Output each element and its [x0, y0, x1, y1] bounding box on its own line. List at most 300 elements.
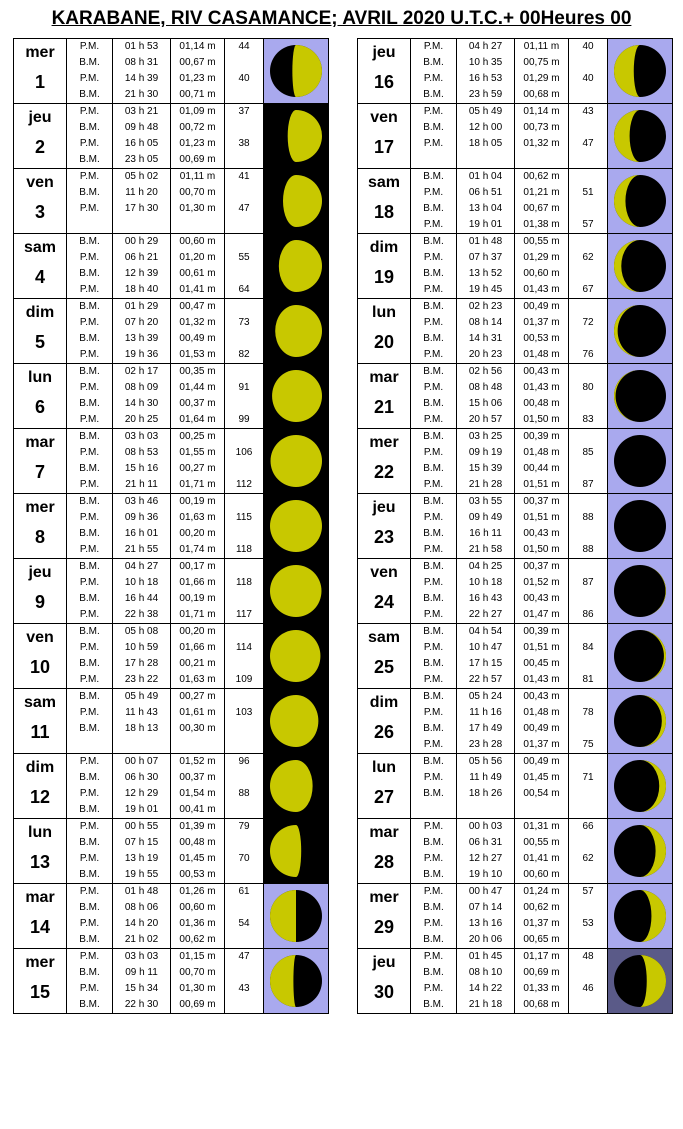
day-row: [358, 949, 673, 1014]
day-cell: [14, 949, 67, 1014]
tide-height-cell: [171, 754, 225, 819]
tide-height: 00,17 m: [179, 561, 216, 572]
tide-time-cell: [457, 169, 515, 234]
tide-time: 09 h 11: [125, 967, 158, 978]
tide-time: 06 h 30: [124, 772, 159, 783]
moon-cell: [608, 169, 673, 234]
tide-height: 00,35 m: [179, 366, 216, 377]
tide-height: 01,41 m: [179, 284, 216, 295]
day-name: sam: [367, 629, 401, 646]
day-cell: [358, 689, 411, 754]
moon-phase-icon: [264, 364, 328, 428]
day-date: 8: [34, 527, 45, 547]
tide-height-cell: [515, 104, 569, 169]
tide-type: B.M.: [79, 301, 100, 312]
day-cell: [358, 429, 411, 494]
tide-type: B.M.: [79, 496, 100, 507]
day-date: 15: [29, 982, 51, 1002]
tide-time: 23 h 22: [124, 674, 159, 685]
tide-coefficient: [225, 656, 263, 672]
tide-height: 00,41 m: [179, 804, 216, 815]
tide-coefficient: [225, 396, 263, 412]
tide-type: B.M.: [423, 788, 444, 799]
tide-type-cell: [411, 819, 457, 884]
tide-coef-cell: [225, 234, 264, 299]
tide-height: 01,43 m: [523, 674, 560, 685]
day-name: mer: [25, 954, 55, 971]
day-name: lun: [28, 824, 52, 841]
tide-type: P.M.: [79, 577, 100, 588]
day-date: 16: [373, 72, 395, 92]
moon-phase-icon: [264, 234, 328, 298]
tide-height: 00,49 m: [523, 301, 560, 312]
tide-coefficient: [569, 396, 607, 412]
tide-time: 07 h 20: [124, 317, 159, 328]
day-date: 12: [29, 787, 51, 807]
tide-time-cell: [113, 689, 171, 754]
day-cell: [358, 494, 411, 559]
tide-time: 17 h 15: [468, 658, 503, 669]
tide-type: P.M.: [79, 41, 100, 52]
moon-cell: [608, 559, 673, 624]
tide-height: 01,47 m: [523, 609, 560, 620]
tide-coef-cell: [225, 169, 264, 234]
day-date: 27: [373, 787, 395, 807]
tide-time: 20 h 57: [468, 414, 503, 425]
tide-coefficient: 73: [238, 317, 250, 328]
tide-height: 00,54 m: [523, 788, 560, 799]
moon-cell: [264, 819, 329, 884]
tide-coef-cell: [225, 559, 264, 624]
tide-coefficient: [225, 152, 263, 168]
tide-coef-cell: [569, 169, 608, 234]
tide-type: P.M.: [423, 284, 444, 295]
tide-height-cell: [171, 429, 225, 494]
day-name: jeu: [28, 564, 52, 581]
tide-time: 00 h 07: [124, 756, 159, 767]
tide-time: 03 h 21: [124, 106, 159, 117]
tide-height-cell: [515, 299, 569, 364]
tide-time-cell: [457, 104, 515, 169]
moon-cell: [264, 949, 329, 1014]
tide-height: 00,19 m: [179, 496, 216, 507]
tide-height: 00,49 m: [179, 333, 216, 344]
tide-coefficient: [225, 721, 263, 737]
tide-height: 00,62 m: [523, 171, 560, 182]
tide-coefficient: [569, 169, 607, 185]
tide-coefficient: [225, 932, 263, 948]
tide-time: 09 h 48: [124, 122, 159, 133]
tide-time: 19 h 36: [124, 349, 159, 360]
moon-cell: [608, 234, 673, 299]
tide-time: 15 h 34: [124, 983, 159, 994]
tide-coefficient: 80: [582, 382, 594, 393]
tide-coef-cell: [569, 494, 608, 559]
tide-time: 08 h 06: [124, 902, 159, 913]
tide-coefficient: 75: [582, 739, 594, 750]
day-row: [14, 559, 329, 624]
day-date: 17: [373, 137, 395, 157]
day-date: 7: [34, 462, 45, 482]
tide-coefficient: 117: [236, 609, 252, 620]
tide-height: 00,60 m: [179, 236, 216, 247]
tide-time: 10 h 18: [124, 577, 159, 588]
tide-height: 00,19 m: [179, 593, 216, 604]
tide-type: B.M.: [423, 122, 444, 133]
tide-coefficient: [225, 266, 263, 282]
tide-time: 07 h 15: [124, 837, 159, 848]
tide-coef-cell: [569, 689, 608, 754]
tide-time-cell: [113, 754, 171, 819]
tide-type: P.M.: [79, 171, 100, 182]
tide-height: 01,23 m: [179, 138, 216, 149]
tide-time: 23 h 28: [468, 739, 503, 750]
day-date: 2: [34, 137, 45, 157]
tide-type-cell: [67, 429, 113, 494]
moon-cell: [608, 754, 673, 819]
tide-type: P.M.: [423, 886, 444, 897]
tide-coefficient: [225, 87, 263, 103]
tide-coefficient: [569, 786, 607, 802]
tide-type: P.M.: [79, 447, 100, 458]
day-row: [14, 624, 329, 689]
tide-height: 01,11 m: [523, 41, 560, 52]
tide-type-cell: [411, 364, 457, 429]
tide-height-cell: [515, 39, 569, 104]
tide-time-cell: [457, 39, 515, 104]
moon-cell: [264, 234, 329, 299]
tide-height: 00,48 m: [179, 837, 216, 848]
moon-phase-icon: [608, 39, 672, 103]
tide-time: 11 h 16: [469, 707, 502, 718]
day-name: jeu: [28, 109, 52, 126]
moon-phase-icon: [608, 429, 672, 493]
day-cell: [358, 104, 411, 169]
tide-type: B.M.: [79, 658, 100, 669]
day-name: ven: [26, 629, 54, 646]
tide-coefficient: [225, 997, 263, 1013]
tide-time: 22 h 30: [124, 999, 159, 1010]
tide-type: P.M.: [79, 756, 100, 767]
tide-height: 00,75 m: [523, 57, 560, 68]
tide-height: 01,17 m: [523, 951, 560, 962]
moon-cell: [264, 299, 329, 364]
day-cell: [14, 689, 67, 754]
tide-time: 01 h 29: [124, 301, 159, 312]
tide-height: 01,50 m: [523, 414, 560, 425]
moon-cell: [264, 364, 329, 429]
tide-time: 14 h 20: [124, 918, 159, 929]
tide-time-cell: [113, 299, 171, 364]
tide-time-cell: [457, 754, 515, 819]
tide-coefficient: [569, 331, 607, 347]
tide-time: 13 h 39: [124, 333, 159, 344]
tide-type: B.M.: [79, 431, 100, 442]
tide-coefficient: 40: [582, 73, 594, 84]
tide-time: 07 h 14: [468, 902, 503, 913]
tide-coefficient: 64: [238, 284, 250, 295]
tide-height: 01,24 m: [523, 886, 560, 897]
tide-type-cell: [411, 624, 457, 689]
tide-type-cell: [67, 299, 113, 364]
tide-type-cell: [411, 169, 457, 234]
tide-type: P.M.: [79, 951, 100, 962]
tide-coefficient: 109: [235, 674, 253, 685]
tide-coefficient: 70: [238, 853, 250, 864]
tide-height: 01,74 m: [179, 544, 216, 555]
tide-type: P.M.: [423, 479, 444, 490]
tide-type: P.M.: [423, 642, 444, 653]
day-cell: [358, 754, 411, 819]
day-name: ven: [370, 109, 398, 126]
day-row: [14, 299, 329, 364]
tide-height-cell: [515, 689, 569, 754]
tide-type-cell: [67, 819, 113, 884]
day-cell: [358, 234, 411, 299]
tide-time: 17 h 30: [124, 203, 159, 214]
tide-type: B.M.: [423, 366, 444, 377]
tide-type-cell: [67, 39, 113, 104]
tide-coefficient: [225, 494, 263, 510]
tide-time: 06 h 21: [124, 252, 159, 263]
tide-time: 01 h 48: [124, 886, 159, 897]
tide-coefficient: 66: [582, 821, 594, 832]
tide-height: 01,43 m: [523, 382, 560, 393]
tide-type-cell: [67, 624, 113, 689]
day-date: 29: [373, 917, 395, 937]
tide-type: B.M.: [423, 967, 444, 978]
day-cell: [14, 429, 67, 494]
tide-type: P.M.: [79, 317, 100, 328]
day-name: lun: [28, 369, 52, 386]
day-name: mer: [25, 499, 55, 516]
day-date: 14: [29, 917, 51, 937]
day-date: 21: [373, 397, 395, 417]
tide-type: B.M.: [423, 171, 444, 182]
day-row: [14, 689, 329, 754]
tide-coefficient: 55: [238, 252, 250, 263]
day-date: 6: [34, 397, 45, 417]
tide-height: 00,68 m: [523, 999, 560, 1010]
moon-cell: [264, 104, 329, 169]
moon-cell: [608, 949, 673, 1014]
tide-time-cell: [457, 624, 515, 689]
tide-time: 16 h 01: [124, 528, 159, 539]
tide-height: 00,49 m: [523, 756, 560, 767]
tide-coefficient: 82: [238, 349, 250, 360]
moon-cell: [608, 429, 673, 494]
tide-time: 15 h 16: [124, 463, 159, 474]
day-cell: [358, 39, 411, 104]
tide-type: B.M.: [423, 268, 444, 279]
tide-time: 05 h 02: [124, 171, 159, 182]
moon-lit-part: [270, 630, 320, 682]
tide-height-cell: [515, 819, 569, 884]
day-name: mar: [25, 889, 55, 906]
day-name: sam: [367, 174, 401, 191]
tide-height: 01,23 m: [179, 73, 216, 84]
tide-coefficient: [569, 234, 607, 250]
tide-coefficient: [225, 900, 263, 916]
day-date: 4: [34, 267, 45, 287]
tide-type: B.M.: [423, 236, 444, 247]
tide-time-cell: [457, 689, 515, 754]
day-date: 23: [373, 527, 395, 547]
tide-coef-cell: [569, 104, 608, 169]
tide-type: P.M.: [423, 821, 444, 832]
tide-height: 01,71 m: [179, 479, 216, 490]
tide-time-cell: [113, 429, 171, 494]
tide-type: P.M.: [79, 479, 100, 490]
tide-height: 00,43 m: [523, 528, 560, 539]
tide-type: B.M.: [79, 837, 100, 848]
day-row: [358, 234, 673, 299]
day-date: 20: [373, 332, 395, 352]
tide-type-cell: [411, 299, 457, 364]
tide-type: B.M.: [423, 593, 444, 604]
tide-type: B.M.: [79, 122, 100, 133]
tide-type: P.M.: [423, 187, 444, 198]
tide-coefficient: [569, 461, 607, 477]
day-cell: [358, 884, 411, 949]
day-date: 26: [373, 722, 395, 742]
tide-height-cell: [171, 234, 225, 299]
day-name: jeu: [372, 954, 396, 971]
moon-cell: [264, 494, 329, 559]
tide-height: 00,20 m: [179, 626, 216, 637]
tide-height: 01,48 m: [523, 349, 560, 360]
tide-type: P.M.: [79, 138, 100, 149]
tide-type: B.M.: [423, 203, 444, 214]
tide-time-cell: [113, 234, 171, 299]
tide-time-cell: [457, 949, 515, 1014]
tide-height: 01,09 m: [179, 106, 216, 117]
day-name: dim: [369, 239, 399, 256]
moon-cell: [608, 689, 673, 754]
day-row: [358, 884, 673, 949]
tide-time: 03 h 46: [124, 496, 159, 507]
tide-height: 00,67 m: [179, 57, 216, 68]
tide-height: 00,61 m: [179, 268, 216, 279]
tide-height-cell: [171, 169, 225, 234]
day-cell: [14, 884, 67, 949]
tide-type: B.M.: [79, 528, 100, 539]
tide-type: P.M.: [79, 674, 100, 685]
tide-height: 01,53 m: [179, 349, 216, 360]
tide-type: B.M.: [79, 967, 100, 978]
tide-time: 21 h 02: [124, 934, 159, 945]
tide-time: 21 h 11: [125, 479, 158, 490]
tide-type: P.M.: [423, 577, 444, 588]
tide-time: 01 h 48: [468, 236, 503, 247]
tide-height-cell: [171, 299, 225, 364]
tide-type: B.M.: [423, 496, 444, 507]
tide-height-cell: [171, 39, 225, 104]
tide-type: P.M.: [79, 983, 100, 994]
moon-cell: [264, 884, 329, 949]
moon-phase-icon: [608, 559, 672, 623]
tide-time-cell: [113, 884, 171, 949]
tide-type: P.M.: [423, 317, 444, 328]
tide-height: 01,14 m: [179, 41, 216, 52]
tide-type: P.M.: [423, 918, 444, 929]
tide-height-cell: [171, 624, 225, 689]
tide-height-cell: [515, 624, 569, 689]
tide-type: B.M.: [423, 691, 444, 702]
moon-cell: [264, 559, 329, 624]
tide-type: B.M.: [423, 398, 444, 409]
day-name: mer: [369, 889, 399, 906]
day-name: lun: [372, 759, 396, 776]
moon-cell: [608, 624, 673, 689]
tide-coefficient: [225, 331, 263, 347]
tide-coef-cell: [569, 559, 608, 624]
tide-time: 08 h 09: [124, 382, 159, 393]
tide-time: 03 h 03: [124, 951, 159, 962]
day-date: 9: [34, 592, 45, 612]
tide-height: 01,54 m: [179, 788, 216, 799]
tide-height: 01,50 m: [523, 544, 560, 555]
tide-time: 03 h 25: [468, 431, 503, 442]
moon-phase-icon: [264, 949, 328, 1013]
tide-time: 15 h 39: [468, 463, 503, 474]
day-row: [14, 364, 329, 429]
tide-type: P.M.: [423, 138, 444, 149]
tide-coef-cell: [225, 104, 264, 169]
tide-coefficient: 54: [238, 918, 250, 929]
moon-lit-part: [272, 370, 322, 422]
tide-coefficient: 71: [582, 772, 594, 783]
tide-height: 01,45 m: [523, 772, 560, 783]
tide-time: 23 h 59: [468, 89, 503, 100]
day-row: [358, 819, 673, 884]
tide-type: P.M.: [79, 821, 100, 832]
tide-height: 00,71 m: [179, 89, 216, 100]
tide-coefficient: [569, 867, 607, 883]
moon-phase-icon: [608, 299, 672, 363]
tide-height: 00,27 m: [179, 691, 216, 702]
tide-coef-cell: [569, 754, 608, 819]
day-date: 13: [29, 852, 51, 872]
tide-type: B.M.: [423, 837, 444, 848]
tide-height: 00,43 m: [523, 593, 560, 604]
day-cell: [14, 624, 67, 689]
moon-phase-icon: [264, 299, 328, 363]
tide-time: 19 h 45: [468, 284, 503, 295]
tide-coefficient: [569, 835, 607, 851]
tide-time: 22 h 27: [468, 609, 503, 620]
tide-time: 23 h 05: [124, 154, 159, 165]
tide-coefficient: 46: [582, 983, 594, 994]
tide-coef-cell: [225, 949, 264, 1014]
tide-height: 00,37 m: [523, 496, 560, 507]
tide-coef-cell: [569, 234, 608, 299]
tide-type-cell: [67, 234, 113, 299]
tide-type: B.M.: [423, 902, 444, 913]
tide-type: P.M.: [423, 382, 444, 393]
tide-time: 03 h 03: [124, 431, 159, 442]
tide-height: 01,66 m: [179, 642, 216, 653]
tide-time: 21 h 28: [468, 479, 503, 490]
tide-height: 00,69 m: [179, 154, 216, 165]
day-row: [14, 169, 329, 234]
tide-coefficient: 81: [582, 674, 594, 685]
tide-coef-cell: [569, 429, 608, 494]
tide-height: 00,47 m: [179, 301, 216, 312]
tide-type-cell: [67, 169, 113, 234]
tide-type: P.M.: [79, 512, 100, 523]
tide-type: B.M.: [79, 804, 100, 815]
